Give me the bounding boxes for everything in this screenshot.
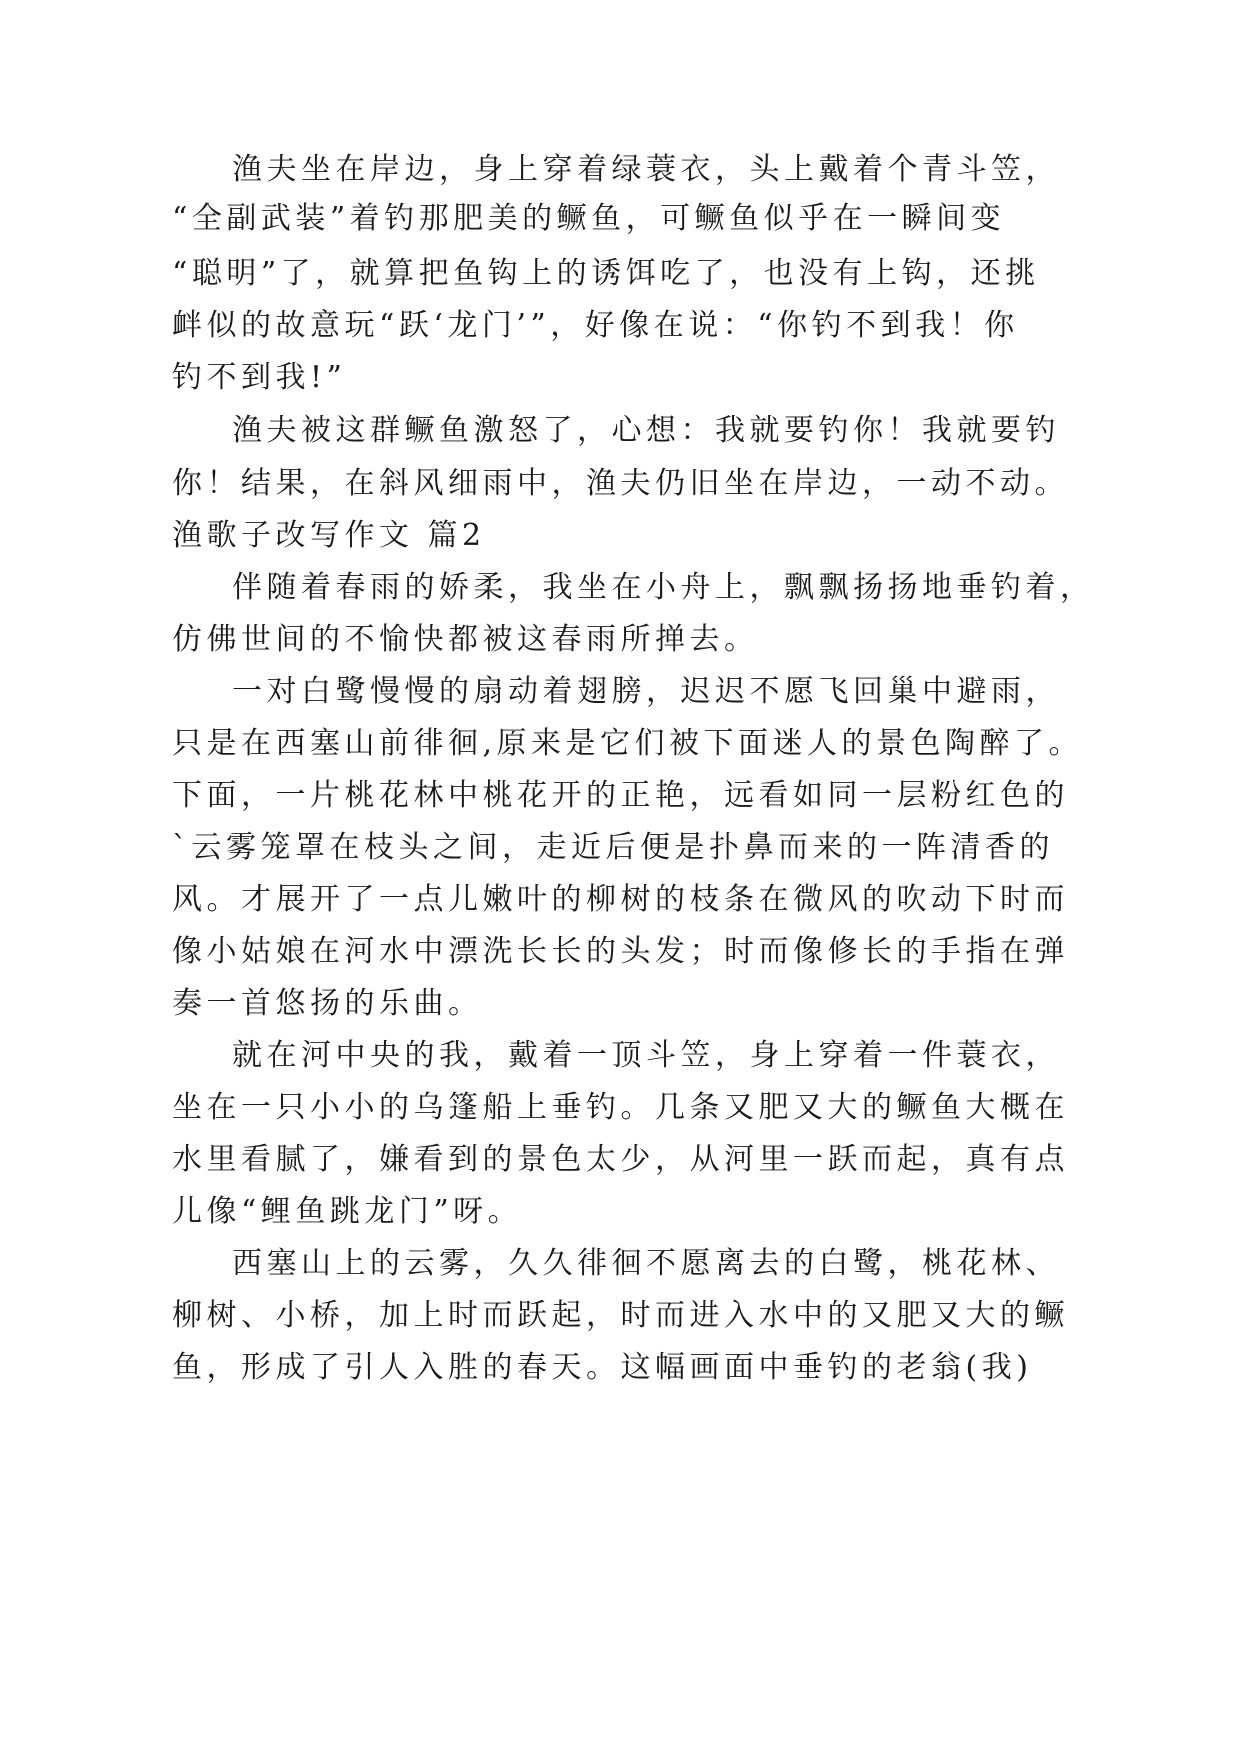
text-line: 伴随着春雨的娇柔，我坐在小舟上，飘飘扬扬地垂钓着， bbox=[232, 570, 1095, 605]
text-line: 渔夫被这群鳜鱼激怒了，心想：我就要钓你！我就要钓 bbox=[232, 413, 1060, 448]
text-line: 下面，一片桃花林中桃花开的正艳，远看如同一层粉红色的 bbox=[172, 778, 1069, 813]
text-line: 就在河中央的我，戴着一顶斗笠，身上穿着一件蓑衣， bbox=[232, 1038, 1060, 1073]
text-line: 水里看腻了，嫌看到的景色太少，从河里一跃而起，真有点 bbox=[172, 1142, 1069, 1177]
text-line: 只是在西塞山前徘徊,原来是它们被下面迷人的景色陶醉了。 bbox=[172, 726, 1084, 761]
text-line: `云雾笼罩在枝头之间，走近后便是扑鼻而来的一阵清香的 bbox=[172, 830, 1054, 865]
section-heading: 渔歌子改写作文 篇2 bbox=[172, 518, 486, 553]
text-line: 仿佛世间的不愉快都被这春雨所掸去。 bbox=[172, 622, 759, 657]
text-line: 你！结果，在斜风细雨中，渔夫仍旧坐在岸边，一动不动。 bbox=[172, 466, 1069, 501]
text-line: 一对白鹭慢慢的扇动着翅膀，迟迟不愿飞回巢中避雨， bbox=[232, 674, 1060, 709]
text-line: “聪明”了，就算把鱼钩上的诱饵吃了，也没有上钩，还挑 bbox=[172, 256, 1040, 291]
text-line: 渔夫坐在岸边，身上穿着绿蓑衣，头上戴着个青斗笠， bbox=[232, 152, 1060, 187]
text-line: 像小姑娘在河水中漂洗长长的头发；时而像修长的手指在弹 bbox=[172, 934, 1069, 969]
text-line: 柳树、小桥，加上时而跃起，时而进入水中的又肥又大的鳜 bbox=[172, 1298, 1069, 1333]
text-line: 坐在一只小小的乌篷船上垂钓。几条又肥又大的鳜鱼大概在 bbox=[172, 1090, 1069, 1125]
text-line: 奏一首悠扬的乐曲。 bbox=[172, 986, 483, 1021]
text-line: 西塞山上的云雾，久久徘徊不愿离去的白鹭，桃花林、 bbox=[232, 1246, 1060, 1281]
text-line: 儿像“鲤鱼跳龙门”呀。 bbox=[172, 1194, 523, 1229]
text-line: 钓不到我!” bbox=[172, 360, 347, 395]
text-line: “全副武装”着钓那肥美的鳜鱼，可鳜鱼似乎在一瞬间变 bbox=[172, 201, 1006, 236]
text-line: 风。才展开了一点儿嫩叶的柳树的枝条在微风的吹动下时而 bbox=[172, 882, 1069, 917]
text-line: 衅似的故意玩“跃‘龙门’”，好像在说：“你钓不到我！你 bbox=[172, 308, 1019, 343]
text-line: 鱼，形成了引人入胜的春天。这幅画面中垂钓的老翁(我) bbox=[172, 1350, 1033, 1385]
